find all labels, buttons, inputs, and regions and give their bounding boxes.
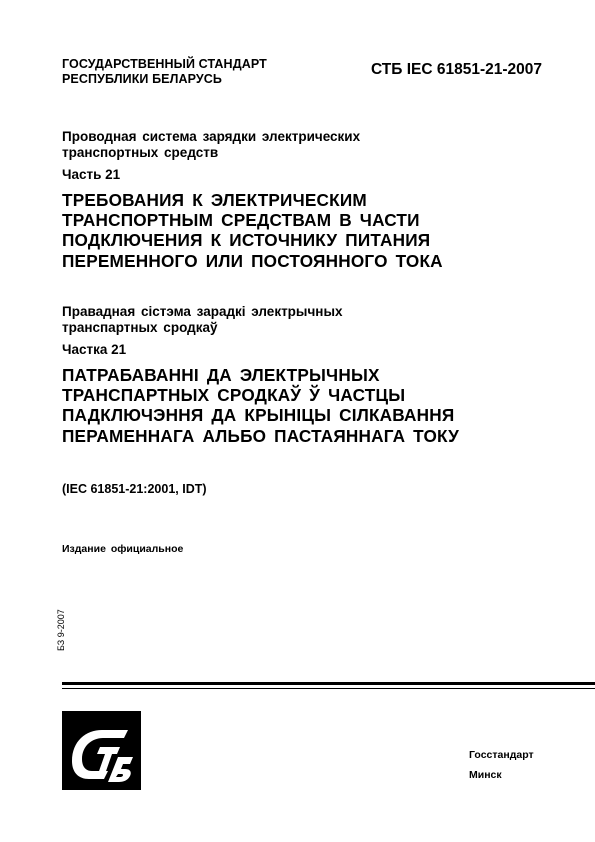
belarusian-title-line-3: ПАДКЛЮЧЭННЯ ДА КРЫНІЦЫ СІЛКАВАННЯ	[62, 405, 455, 426]
belarusian-title-line-2: ТРАНСПАРТНЫХ СРОДКАЎ Ў ЧАСТЦЫ	[62, 385, 406, 406]
edition-note: Издание официальное	[62, 543, 184, 555]
belarusian-main-title	[62, 365, 532, 446]
belarusian-title-block	[62, 304, 532, 446]
org-line-1: ГОСУДАРСТВЕННЫЙ СТАНДАРТ	[62, 57, 267, 71]
russian-title-line-1: ТРЕБОВАНИЯ К ЭЛЕКТРИЧЕСКИМ	[62, 190, 367, 210]
belarusian-title-line-4: ПЕРАМЕННАГА АЛЬБО ПАСТАЯННАГА ТОКУ	[62, 425, 460, 446]
russian-title-line-4: ПЕРЕМЕННОГО ИЛИ ПОСТОЯННОГО ТОКА	[62, 250, 443, 271]
russian-main-title	[62, 190, 532, 271]
belarusian-subtitle-line-2: транспартных сродкаў	[62, 320, 218, 335]
russian-part-number: Часть 21	[62, 167, 121, 182]
org-line-2: РЕСПУБЛИКИ БЕЛАРУСЬ	[62, 72, 222, 86]
belarusian-subtitle	[62, 304, 532, 336]
international-reference: (IEC 61851-21:2001, IDT)	[62, 482, 207, 496]
print-code: БЗ 9-2007	[56, 609, 66, 651]
publisher-city: Минск	[469, 769, 502, 781]
divider-thick	[62, 682, 595, 685]
russian-title-line-3: ПОДКЛЮЧЕНИЯ К ИСТОЧНИКУ ПИТАНИЯ	[62, 230, 431, 251]
belarusian-subtitle-line-1: Правадная сістэма зарадкі электрычных	[62, 304, 343, 319]
russian-title-block	[62, 129, 532, 271]
belarusian-part-number: Частка 21	[62, 342, 127, 357]
publisher	[469, 745, 534, 785]
belarusian-title-line-1: ПАТРАБАВАННІ ДА ЭЛЕКТРЫЧНЫХ	[62, 365, 380, 385]
russian-title-line-2: ТРАНСПОРТНЫМ СРЕДСТВАМ В ЧАСТИ	[62, 210, 420, 231]
issuing-organization	[62, 57, 267, 87]
russian-subtitle-line-2: транспортных средств	[62, 145, 219, 160]
publisher-name: Госстандарт	[469, 749, 534, 761]
russian-subtitle-line-1: Проводная система зарядки электрических	[62, 129, 361, 144]
russian-subtitle	[62, 129, 532, 161]
stb-logo-icon	[62, 711, 141, 790]
divider-thin	[62, 688, 595, 689]
standard-designation: СТБ IEC 61851-21-2007	[370, 61, 542, 78]
